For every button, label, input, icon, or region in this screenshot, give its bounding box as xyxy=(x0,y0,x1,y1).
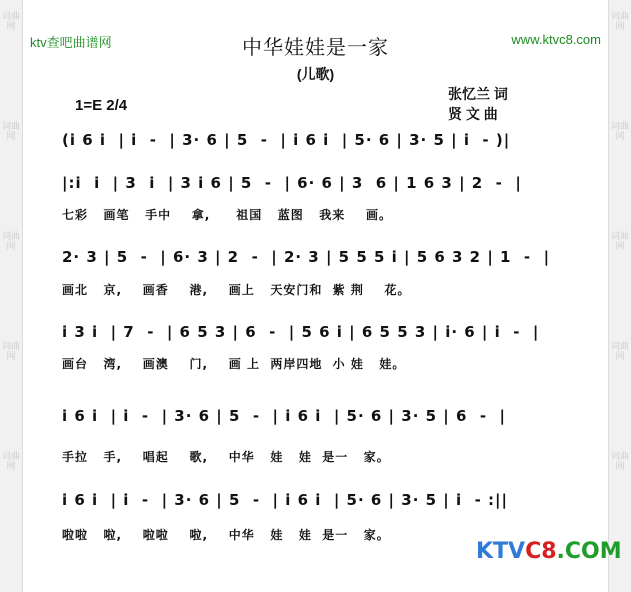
lyrics-line-2: 七彩 画笔 手中 拿, 祖国 蓝图 我来 画。 xyxy=(62,208,393,222)
watermark-text: 词曲网 xyxy=(610,12,629,32)
watermark-text: 词曲网 xyxy=(1,342,20,362)
notation-line-3 xyxy=(62,247,592,277)
site-logo xyxy=(476,539,622,564)
logo-part-ktv: KTV xyxy=(476,539,526,564)
key-signature: 1=E 2/4 xyxy=(75,97,128,114)
logo-part-c8: C8 xyxy=(525,539,557,564)
notation-line-2 xyxy=(62,173,592,203)
right-margin-strip xyxy=(608,0,631,592)
notation-text: |:i i | 3 i | 3 i 6 | 5 - | 6· 6 | 3 6 | 1 6 3 | 2 - | xyxy=(62,174,522,192)
notation-text: 2· 3 | 5 - | 6· 3 | 2 - | 2· 3 | 5 5 5 i | 5 6 3 2 | 1 - | xyxy=(62,248,551,266)
notation-line-5 xyxy=(62,406,592,436)
notation-line-4 xyxy=(62,322,592,352)
notation-text: (i 6 i | i - | 3· 6 | 5 - | i 6 i | 5· 6 | 3· 5 | i - )| xyxy=(62,131,511,149)
lyricist-credit: 张忆兰 词 xyxy=(448,86,508,102)
watermark-text: 词曲网 xyxy=(1,12,20,32)
composer-credit: 贤 文 曲 xyxy=(448,106,498,122)
lyrics-line-6: 啦啦 啦, 啦啦 啦, 中华 娃 娃 是一 家。 xyxy=(62,528,390,542)
lyrics-line-3: 画北 京, 画香 港, 画上 天安门和 紫 荆 花。 xyxy=(62,283,411,297)
watermark-text: 词曲网 xyxy=(610,122,629,142)
watermark-text: 词曲网 xyxy=(610,232,629,252)
site-name-link[interactable]: ktv查吧曲谱网 xyxy=(30,35,112,50)
left-margin-strip xyxy=(0,0,23,592)
site-url-link[interactable]: www.ktvc8.com xyxy=(511,32,601,47)
watermark-text: 词曲网 xyxy=(610,342,629,362)
lyrics-line-4: 画台 湾, 画澳 门, 画 上 两岸四地 小 娃 娃。 xyxy=(62,357,406,371)
lyrics-line-5: 手拉 手, 唱起 歌, 中华 娃 娃 是一 家。 xyxy=(62,450,390,464)
logo-part-com: .COM xyxy=(556,539,622,564)
watermark-text: 词曲网 xyxy=(1,122,20,142)
song-title: 中华娃娃是一家 xyxy=(242,37,389,59)
notation-line-1 xyxy=(62,130,592,160)
watermark-text: 词曲网 xyxy=(610,452,629,472)
notation-line-6 xyxy=(62,490,592,520)
notation-text: i 6 i | i - | 3· 6 | 5 - | i 6 i | 5· 6 | 3· 5 | 6 - | xyxy=(62,407,507,425)
watermark-text: 词曲网 xyxy=(1,452,20,472)
song-subtitle: (儿歌) xyxy=(296,66,335,82)
notation-text: i 3 i | 7 - | 6 5 3 | 6 - | 5 6 i | 6 5 5 3 | i· 6 | i - | xyxy=(62,323,540,341)
watermark-text: 词曲网 xyxy=(1,232,20,252)
notation-text: i 6 i | i - | 3· 6 | 5 - | i 6 i | 5· 6 | 3· 5 | i - :|| xyxy=(62,491,508,509)
